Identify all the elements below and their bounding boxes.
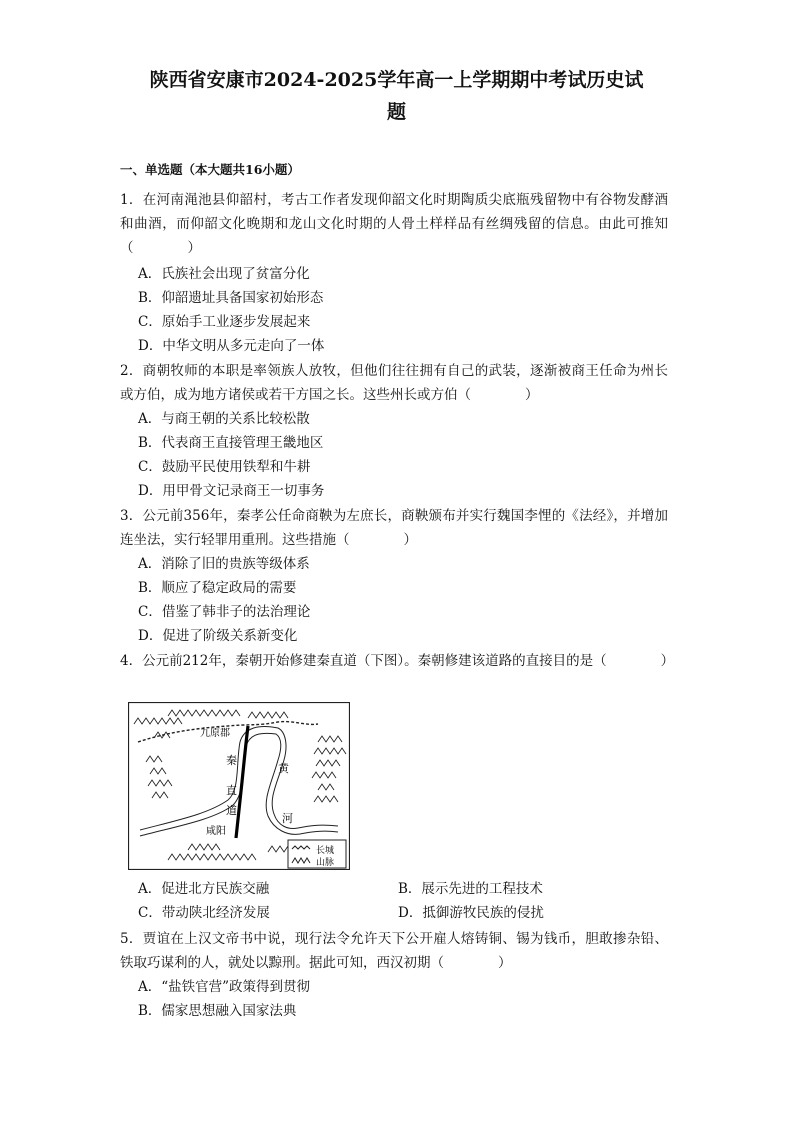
question-3-option-b: B．顺应了稳定政局的需要 (138, 580, 297, 596)
question-3-option-a: A．消除了旧的贵族等级体系 (138, 556, 310, 572)
question-1-option-d: D．中华文明从多元走向了一体 (138, 338, 325, 354)
title-line-1: 陕西省安康市2024-2025学年高一上学期期中考试历史试 (149, 69, 644, 91)
question-3-option-d: D．促进了阶级关系新变化 (138, 628, 298, 644)
label-river-2: 河 (282, 813, 293, 825)
question-1-stem: 1．在河南渑池县仰韶村，考古工作者发现仰韶文化时期陶质尖底瓶残留物中有谷物发酵酒和曲酒，而仰韶文化晚期和龙山文化时期的人骨土样样品有丝绸残留的信息。由此可推知（ ） (120, 192, 668, 256)
label-river-1: 黄 (278, 763, 289, 775)
question-2-option-d: D．用甲骨文记录商王一切事务 (138, 483, 325, 499)
question-2-option-b: B．代表商王直接管理王畿地区 (138, 435, 324, 451)
qin-straight-road-map (128, 702, 350, 870)
question-3-option-c: C．借鉴了韩非子的法治理论 (138, 604, 311, 620)
page-title (100, 64, 693, 128)
question-5-stem: 5．贾谊在上汉文帝书中说，现行法令允许天下公开雇人熔铸铜、锡为钱币，胆敢掺杂铅、铁取巧谋利的人，就处以黥刑。据此可知，西汉初期（ ） (120, 931, 668, 971)
question-5-option-a: A．“盐铁官营”政策得到贯彻 (138, 979, 311, 995)
label-road-3: 道 (226, 805, 237, 817)
question-1-option-c: C．原始手工业逐步发展起来 (138, 314, 311, 330)
label-jiuyuan: 九原郡 (200, 728, 230, 739)
question-2-stem: 2．商朝牧师的本职是率领族人放牧，但他们往往拥有自己的武装，逐渐被商王任命为州长或方伯，成为地方诸侯或若干方国之长。这些州长或方伯（ ） (120, 363, 668, 403)
question-1-option-b: B．仰韶遗址具备国家初始形态 (138, 290, 324, 306)
question-4-option-b: B．展示先进的工程技术 (398, 881, 543, 897)
question-4-option-a: A．促进北方民族交融 (138, 881, 270, 897)
question-5-option-b: B．儒家思想融入国家法典 (138, 1003, 297, 1019)
section-heading: 一、单选题（本大题共16小题） (120, 162, 300, 177)
question-2-option-a: A．与商王朝的关系比较松散 (138, 411, 310, 427)
question-4-option-d: D．抵御游牧民族的侵扰 (398, 905, 544, 921)
legend-wall-label: 长城 (316, 845, 335, 855)
question-4-option-c: C．带动陕北经济发展 (138, 905, 270, 921)
question-1-option-a: A．氏族社会出现了贫富分化 (138, 266, 310, 282)
question-4-stem: 4．公元前212年，秦朝开始修建秦直道（下图）。秦朝修建该道路的直接目的是（ ） (120, 653, 675, 669)
label-road-2: 直 (226, 785, 237, 797)
label-xianyang: 咸阳 (206, 826, 226, 837)
label-road-1: 秦 (226, 755, 237, 767)
title-line-2: 题 (386, 101, 406, 123)
legend-mountain-label: 山脉 (316, 857, 335, 867)
question-3-stem: 3．公元前356年，秦孝公任命商鞅为左庶长，商鞅颁布并实行魏国李悝的《法经》，并增加连坐法，实行轻罪用重刑。这些措施（ ） (120, 508, 668, 548)
question-2-option-c: C．鼓励平民使用铁犁和牛耕 (138, 459, 311, 475)
